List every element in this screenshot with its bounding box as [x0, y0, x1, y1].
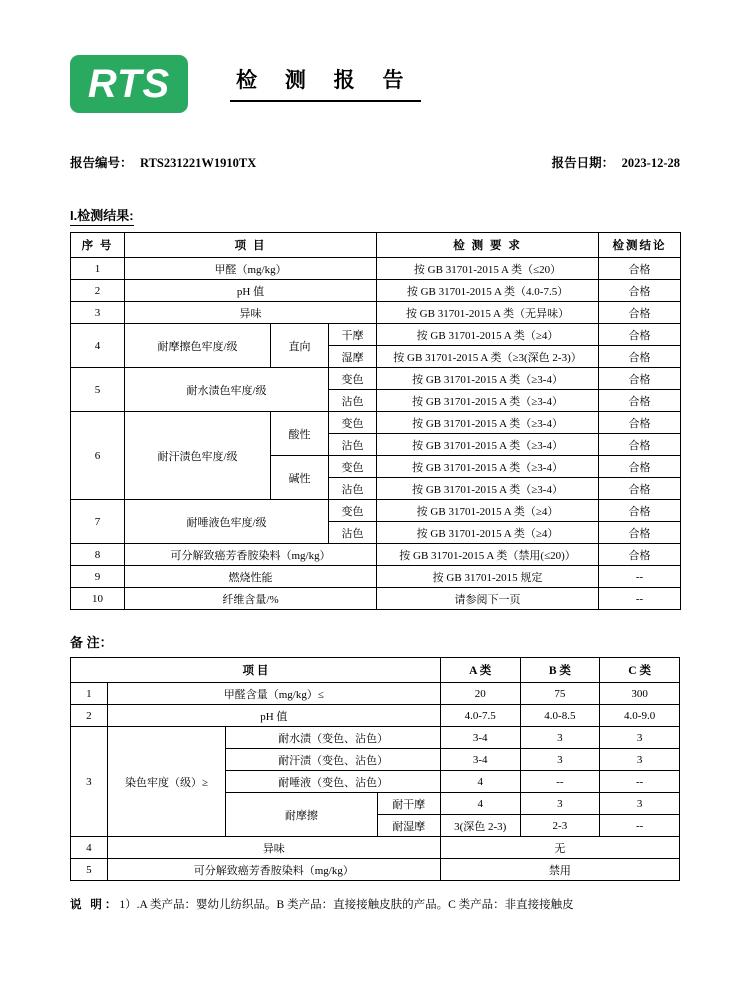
report-date-value: 2023-12-28 — [621, 156, 680, 170]
cell-c: 300 — [600, 683, 680, 705]
cell-a: 4 — [440, 793, 520, 815]
report-date-label: 报告日期： — [551, 156, 615, 170]
cell-b: 2-3 — [520, 815, 600, 837]
cell-no: 4 — [71, 324, 125, 368]
cell-item: 异味 — [125, 302, 377, 324]
cell-span: 禁用 — [440, 859, 679, 881]
report-meta — [70, 153, 680, 171]
page-title: 检 测 报 告 — [230, 64, 421, 102]
cell-no: 2 — [71, 705, 108, 727]
title-wrap — [230, 64, 421, 104]
cell-no: 3 — [71, 727, 108, 837]
cell-sub: 耐唾液（变色、沾色） — [226, 771, 441, 793]
cell-result: 合格 — [599, 544, 681, 566]
cell-result: 合格 — [599, 280, 681, 302]
col-class-b: B 类 — [520, 658, 600, 683]
cell-req: 按 GB 31701-2015 A 类（≥4） — [377, 522, 599, 544]
cell-c: 3 — [600, 749, 680, 771]
table-row — [71, 324, 681, 346]
table-row — [71, 280, 681, 302]
cell-item: pH 值 — [107, 705, 440, 727]
rts-logo — [70, 55, 188, 113]
cell-sub2: 沾色 — [329, 522, 377, 544]
cell-a: 3(深色 2-3) — [440, 815, 520, 837]
table-row — [71, 705, 680, 727]
results-table — [70, 232, 681, 610]
cell-sub2: 变色 — [329, 500, 377, 522]
footnote-text: 1）.A 类产品：婴幼儿纺织品。B 类产品：直接接触皮肤的产品。C 类产品：非直接接触皮 — [119, 899, 574, 911]
table-row — [71, 544, 681, 566]
cell-req: 按 GB 31701-2015 A 类（≥3-4） — [377, 412, 599, 434]
cell-req: 按 GB 31701-2015 A 类（无异味） — [377, 302, 599, 324]
cell-req: 按 GB 31701-2015 A 类（≥3-4） — [377, 434, 599, 456]
cell-no: 6 — [71, 412, 125, 500]
cell-item: 耐汗渍色牢度/级 — [125, 412, 271, 500]
cell-no: 2 — [71, 280, 125, 302]
cell-c: -- — [600, 815, 680, 837]
report-date — [552, 153, 680, 171]
cell-item: 甲醛（mg/kg） — [125, 258, 377, 280]
col-requirement: 检 测 要 求 — [377, 233, 599, 258]
table-row — [71, 859, 680, 881]
table-row — [71, 258, 681, 280]
cell-no: 1 — [71, 258, 125, 280]
cell-sub2: 湿摩 — [329, 346, 377, 368]
table-row — [71, 302, 681, 324]
col-conclusion: 检测结论 — [599, 233, 681, 258]
cell-item: 耐唾液色牢度/级 — [125, 500, 329, 544]
cell-sub2: 沾色 — [329, 478, 377, 500]
cell-result: 合格 — [599, 478, 681, 500]
cell-c: 3 — [600, 793, 680, 815]
cell-sub2: 沾色 — [329, 434, 377, 456]
table-row — [71, 837, 680, 859]
report-header — [70, 53, 680, 115]
cell-no: 9 — [71, 566, 125, 588]
cell-no: 1 — [71, 683, 108, 705]
cell-b: 3 — [520, 793, 600, 815]
cell-no: 10 — [71, 588, 125, 610]
cell-result: -- — [599, 588, 681, 610]
cell-a: 4 — [440, 771, 520, 793]
cell-a: 3-4 — [440, 727, 520, 749]
cell-a: 3-4 — [440, 749, 520, 771]
table-row — [71, 588, 681, 610]
cell-req: 按 GB 31701-2015 A 类（≥3-4） — [377, 478, 599, 500]
table-header-row — [71, 233, 681, 258]
cell-req: 按 GB 31701-2015 规定 — [377, 566, 599, 588]
cell-result: -- — [599, 566, 681, 588]
col-class-a: A 类 — [440, 658, 520, 683]
cell-req: 按 GB 31701-2015 A 类（≤20） — [377, 258, 599, 280]
cell-req: 按 GB 31701-2015 A 类（4.0-7.5） — [377, 280, 599, 302]
cell-b: 3 — [520, 749, 600, 771]
report-number — [70, 153, 256, 171]
cell-item: pH 值 — [125, 280, 377, 302]
remarks-heading: 备 注： — [70, 635, 113, 650]
cell-req: 按 GB 31701-2015 A 类（禁用(≤20)） — [377, 544, 599, 566]
cell-sub: 直向 — [271, 324, 329, 368]
table-row — [71, 683, 680, 705]
cell-result: 合格 — [599, 302, 681, 324]
cell-req: 按 GB 31701-2015 A 类（≥4） — [377, 324, 599, 346]
cell-item: 可分解致癌芳香胺染料（mg/kg） — [125, 544, 377, 566]
cell-c: 4.0-9.0 — [600, 705, 680, 727]
cell-sub2: 沾色 — [329, 390, 377, 412]
cell-c: -- — [600, 771, 680, 793]
cell-sub2: 耐干摩 — [377, 793, 440, 815]
cell-item: 异味 — [107, 837, 440, 859]
cell-b: 4.0-8.5 — [520, 705, 600, 727]
cell-sub2: 干摩 — [329, 324, 377, 346]
cell-result: 合格 — [599, 346, 681, 368]
cell-span: 无 — [440, 837, 679, 859]
cell-a: 4.0-7.5 — [440, 705, 520, 727]
cell-sub: 耐摩擦 — [226, 793, 377, 837]
cell-b: 75 — [520, 683, 600, 705]
report-number-label: 报告编号： — [70, 156, 133, 170]
cell-b: 3 — [520, 727, 600, 749]
cell-sub: 碱性 — [271, 456, 329, 500]
footnote-label: 说 明： — [70, 899, 120, 911]
table-row — [71, 566, 681, 588]
cell-no: 8 — [71, 544, 125, 566]
cell-item: 纤维含量/% — [125, 588, 377, 610]
cell-result: 合格 — [599, 368, 681, 390]
cell-item: 耐摩擦色牢度/级 — [125, 324, 271, 368]
col-item: 项 目 — [125, 233, 377, 258]
cell-result: 合格 — [599, 500, 681, 522]
cell-group: 染色牢度（级）≥ — [107, 727, 226, 837]
cell-result: 合格 — [599, 412, 681, 434]
cell-sub: 耐水渍（变色、沾色） — [226, 727, 441, 749]
cell-result: 合格 — [599, 390, 681, 412]
report-number-value: RTS231221W1910TX — [140, 156, 257, 170]
table-row — [71, 500, 681, 522]
cell-no: 3 — [71, 302, 125, 324]
cell-req: 请参阅下一页 — [377, 588, 599, 610]
cell-item: 甲醛含量（mg/kg）≤ — [107, 683, 440, 705]
cell-no: 4 — [71, 837, 108, 859]
cell-item: 燃烧性能 — [125, 566, 377, 588]
cell-result: 合格 — [599, 258, 681, 280]
cell-result: 合格 — [599, 456, 681, 478]
cell-result: 合格 — [599, 434, 681, 456]
table-header-row — [71, 658, 680, 683]
cell-sub2: 变色 — [329, 368, 377, 390]
col-no: 序 号 — [71, 233, 125, 258]
cell-sub: 耐汗渍（变色、沾色） — [226, 749, 441, 771]
table-row — [71, 727, 680, 749]
cell-req: 按 GB 31701-2015 A 类（≥3-4） — [377, 456, 599, 478]
cell-b: -- — [520, 771, 600, 793]
cell-no: 7 — [71, 500, 125, 544]
cell-c: 3 — [600, 727, 680, 749]
cell-item: 可分解致癌芳香胺染料（mg/kg） — [107, 859, 440, 881]
cell-result: 合格 — [599, 522, 681, 544]
table-row — [71, 368, 681, 390]
cell-no: 5 — [71, 368, 125, 412]
cell-req: 按 GB 31701-2015 A 类（≥3(深色 2-3)） — [377, 346, 599, 368]
cell-result: 合格 — [599, 324, 681, 346]
remarks-table — [70, 657, 680, 881]
col-class-c: C 类 — [600, 658, 680, 683]
cell-item: 耐水渍色牢度/级 — [125, 368, 329, 412]
cell-sub: 酸性 — [271, 412, 329, 456]
table-row — [71, 412, 681, 434]
cell-a: 20 — [440, 683, 520, 705]
cell-req: 按 GB 31701-2015 A 类（≥4） — [377, 500, 599, 522]
logo-text: RTS — [87, 61, 171, 106]
cell-req: 按 GB 31701-2015 A 类（≥3-4） — [377, 390, 599, 412]
cell-req: 按 GB 31701-2015 A 类（≥3-4） — [377, 368, 599, 390]
footnote — [70, 897, 680, 914]
col-item: 项 目 — [71, 658, 441, 683]
cell-no: 5 — [71, 859, 108, 881]
results-heading: I.检测结果: — [70, 205, 134, 226]
cell-sub2: 变色 — [329, 412, 377, 434]
cell-sub2: 变色 — [329, 456, 377, 478]
cell-sub2: 耐湿摩 — [377, 815, 440, 837]
